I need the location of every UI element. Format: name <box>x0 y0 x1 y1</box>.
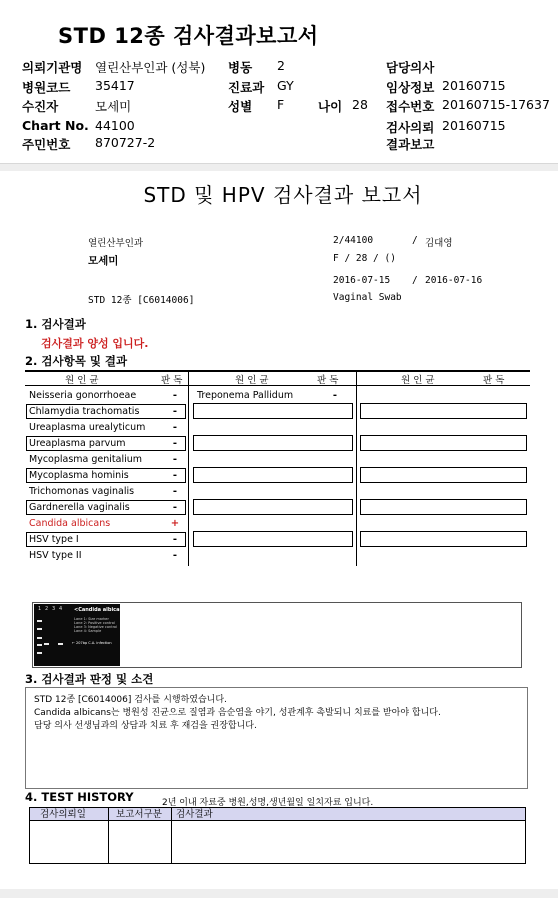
section-result-title: 1. 검사결과 <box>25 317 86 331</box>
pathogen-name: Mycoplasma genitalium <box>29 454 143 465</box>
label-department: 진료과 <box>228 80 265 95</box>
col-test-result: 검사결과 <box>176 809 213 820</box>
pathogen-result: - <box>172 390 178 401</box>
value-resident-number: 870727-2 <box>95 135 156 150</box>
test-code: STD 12종 [C6014006] <box>88 295 195 306</box>
gel-legend: Lane 2: Positive control <box>74 621 115 625</box>
history-note: 2년 이내 자료중 병원,성명,생년월일 일치자료 입니다. <box>162 798 374 808</box>
pathogen-result: - <box>172 454 178 465</box>
lane-number: 3 <box>52 606 56 612</box>
lane-number: 2 <box>45 606 49 612</box>
clinic-name: 열린산부인과 <box>88 238 144 249</box>
opinion-line: STD 12종 [C6014006] 검사를 시행하였습니다. <box>34 695 227 705</box>
label-hospital-code: 병원코드 <box>22 80 71 95</box>
gel-band <box>44 643 49 645</box>
report-title: STD 및 HPV 검사결과 보고서 <box>143 183 423 207</box>
col-judgement: 판 독 <box>161 375 183 386</box>
gel-image-frame <box>32 602 522 668</box>
value-ward: 2 <box>277 58 285 73</box>
pathogen-result: - <box>172 470 178 481</box>
value-test-request: 20160715 <box>442 118 506 133</box>
value-age: 28 <box>352 97 368 112</box>
gel-band-label: ← 207bp C.A. infection <box>72 641 112 645</box>
date-received: 2016-07-15 <box>333 275 391 286</box>
pathogen-name: Neisseria gonorrhoeae <box>29 390 137 401</box>
pathogen-name: Gardnerella vaginalis <box>26 500 186 515</box>
label-test-request: 검사의뢰 <box>386 120 435 135</box>
empty-result-box <box>360 467 527 483</box>
label-ward: 병동 <box>228 60 253 75</box>
col-pathogen: 원 인 균 <box>401 375 435 386</box>
empty-result-box <box>193 499 353 515</box>
header-divider <box>0 163 558 171</box>
pathogen-name-positive: Candida albicans <box>29 518 111 529</box>
header-row <box>0 135 558 153</box>
report-summary-header <box>0 0 558 164</box>
opinion-line: 담당 의사 선생님과의 상담과 치료 후 재검을 권장합니다. <box>34 721 257 731</box>
pathogen-name: Trichomonas vaginalis <box>29 486 135 497</box>
label-attending-doctor: 담당의사 <box>386 60 435 75</box>
label-patient: 수진자 <box>22 99 59 114</box>
lane-number: 4 <box>59 606 63 612</box>
opinion-box <box>25 687 528 789</box>
results-table <box>25 370 530 564</box>
header-row <box>0 97 558 115</box>
header-row <box>0 118 558 136</box>
gel-band <box>37 628 42 630</box>
column-divider <box>108 808 109 863</box>
col-judgement: 판 독 <box>483 375 505 386</box>
header-row <box>0 58 558 76</box>
label-result-report: 결과보고 <box>386 137 435 152</box>
label-resident-number: 주민번호 <box>22 137 71 152</box>
value-receipt-number: 20160715-17637 <box>442 97 550 112</box>
pathogen-result: - <box>172 486 178 497</box>
value-clinical-info: 20160715 <box>442 78 506 93</box>
gel-band <box>37 644 42 646</box>
empty-result-box <box>360 403 527 419</box>
pathogen-name: Mycoplasma hominis <box>26 468 186 483</box>
header-title: STD 12종 검사결과보고서 <box>58 24 319 48</box>
col-request-date: 검사의뢰일 <box>40 809 86 820</box>
empty-result-box <box>360 435 527 451</box>
pathogen-result: - <box>172 406 178 417</box>
value-hospital-code: 35417 <box>95 78 135 93</box>
gel-legend: Lane 3: Negative control <box>74 625 118 629</box>
column-divider <box>356 372 357 566</box>
pathogen-result: - <box>172 534 178 545</box>
gel-band <box>37 652 42 654</box>
value-requesting-institution: 열린산부인과 (성북) <box>95 60 206 75</box>
sex-age: F / 28 / () <box>333 253 396 264</box>
pathogen-name: Ureaplasma urealyticum <box>29 422 146 433</box>
section-history-title: 4. TEST HISTORY <box>25 790 134 804</box>
section-opinion-title: 3. 검사결과 판정 및 소견 <box>25 672 154 686</box>
gel-legend: Lane 1: Size marker <box>74 617 109 621</box>
label-clinical-info: 임상정보 <box>386 80 435 95</box>
pathogen-name: Ureaplasma parvum <box>26 436 186 451</box>
pathogen-name: HSV type I <box>26 532 186 547</box>
pathogen-result-positive: + <box>170 518 180 529</box>
separator: / <box>412 275 418 286</box>
pathogen-name: Treponema Pallidum <box>197 390 294 401</box>
empty-result-box <box>360 499 527 515</box>
col-pathogen: 원 인 균 <box>65 375 99 386</box>
doctor-name: 김대영 <box>425 238 453 249</box>
empty-result-box <box>193 403 353 419</box>
gel-electrophoresis-image <box>34 604 131 666</box>
value-chart-no: 44100 <box>95 118 135 133</box>
col-report-type: 보고서구분 <box>116 809 162 820</box>
label-age: 나이 <box>318 99 343 114</box>
patient-name: 모세미 <box>88 255 119 267</box>
pathogen-result: - <box>172 502 178 513</box>
positive-result-text: 검사결과 양성 입니다. <box>41 337 149 350</box>
column-divider <box>188 372 189 566</box>
pathogen-result: - <box>172 550 178 561</box>
column-divider <box>171 808 172 863</box>
chart-reference: 2/44100 <box>333 235 374 246</box>
label-sex: 성별 <box>228 99 253 114</box>
pathogen-name: Chlamydia trachomatis <box>26 404 186 419</box>
label-chart-no: Chart No. <box>22 118 89 133</box>
gel-band <box>58 643 63 645</box>
empty-result-box <box>193 467 353 483</box>
pathogen-result: - <box>172 438 178 449</box>
empty-result-box <box>193 435 353 451</box>
pathogen-result: - <box>332 390 338 401</box>
value-patient: 모세미 <box>95 99 132 114</box>
opinion-line: Candida albicans는 병원성 진균으로 질염과 음순염을 야기, 성관계후 촉발되니 치료를 받아야 합니다. <box>34 708 441 718</box>
pathogen-result: - <box>172 422 178 433</box>
col-pathogen: 원 인 균 <box>235 375 269 386</box>
page-bottom-margin <box>0 889 558 898</box>
date-reported: 2016-07-16 <box>425 275 483 286</box>
empty-result-box <box>360 531 527 547</box>
gel-title: <Candida albicans> <box>74 607 131 613</box>
history-table-header <box>30 808 525 821</box>
header-row <box>0 78 558 96</box>
label-receipt-number: 접수번호 <box>386 99 435 114</box>
value-department: GY <box>277 78 294 93</box>
separator: / <box>412 235 418 246</box>
table-header <box>25 372 530 386</box>
section-items-title: 2. 검사항목 및 결과 <box>25 354 128 368</box>
value-sex: F <box>277 97 285 112</box>
specimen-type: Vaginal Swab <box>333 292 402 303</box>
col-judgement: 판 독 <box>317 375 339 386</box>
pathogen-name: HSV type II <box>29 550 82 561</box>
label-requesting-institution: 의뢰기관명 <box>22 60 83 75</box>
history-table <box>29 807 526 864</box>
empty-result-box <box>193 531 353 547</box>
gel-legend: Lane 4: Sample <box>74 629 102 633</box>
gel-band <box>37 620 42 622</box>
report-paper <box>8 171 558 889</box>
gel-band <box>37 637 42 639</box>
lane-number: 1 <box>38 606 42 612</box>
